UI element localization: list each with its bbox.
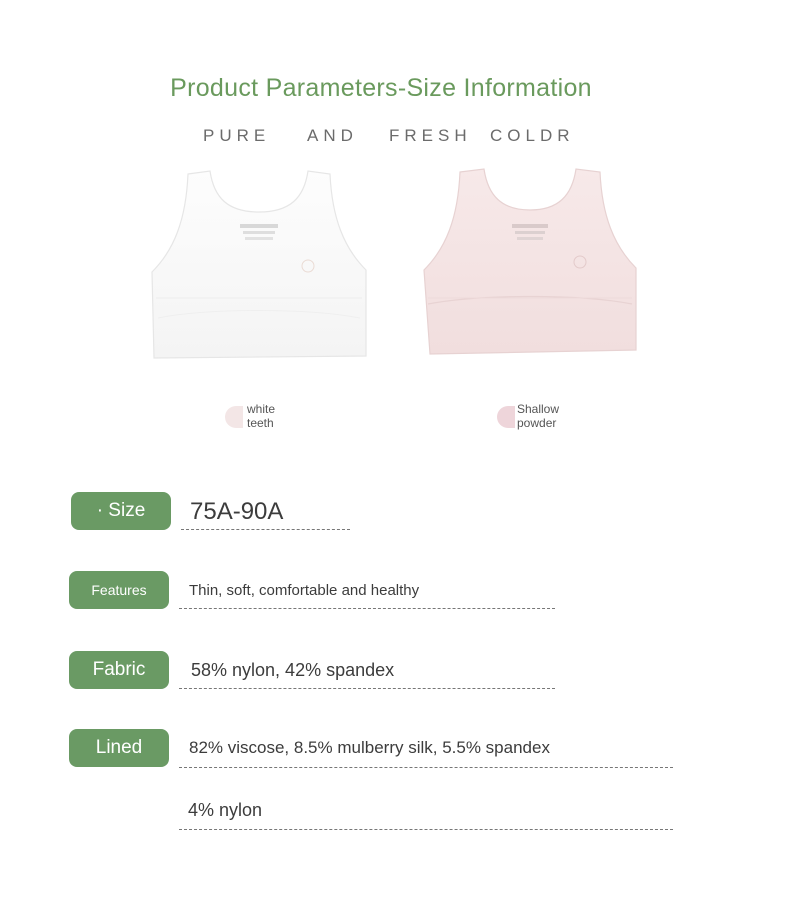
features-divider [179, 608, 555, 609]
color-name-line2: teeth [247, 416, 274, 430]
fabric-value: 58% nylon, 42% spandex [191, 660, 395, 680]
features-value: Thin, soft, comfortable and healthy [189, 582, 420, 599]
lined-value: 82% viscose, 8.5% mulberry silk, 5.5% spandex [189, 738, 550, 757]
lined-value-continued: 4% nylon [188, 800, 263, 820]
white-teeth-swatch[interactable] [225, 406, 243, 428]
color-label-white [247, 402, 275, 430]
pink-bra-image [420, 166, 640, 358]
features-label: Features [69, 571, 169, 609]
subtitle-word: COLDR [490, 126, 575, 145]
lined-label: Lined [69, 729, 169, 767]
fabric-label: Fabric [69, 651, 169, 689]
subtitle-word: AND [307, 126, 358, 145]
size-value: 75A-90A [190, 498, 284, 525]
fabric-divider [179, 688, 555, 689]
shallow-powder-swatch[interactable] [497, 406, 515, 428]
size-divider [181, 529, 350, 530]
size-label: · Size [71, 492, 171, 530]
lined-divider-2 [179, 829, 673, 830]
lined-divider [179, 767, 673, 768]
subtitle-word: FRESH [389, 126, 472, 145]
color-name-line2: powder [517, 416, 557, 430]
white-bra-image [148, 168, 370, 363]
color-label-pink [517, 402, 559, 430]
color-name-line1: white [247, 402, 276, 416]
page-title: Product Parameters-Size Information [170, 74, 592, 102]
subtitle-word: PURE [203, 126, 271, 145]
color-name-line1: Shallow [517, 402, 560, 416]
